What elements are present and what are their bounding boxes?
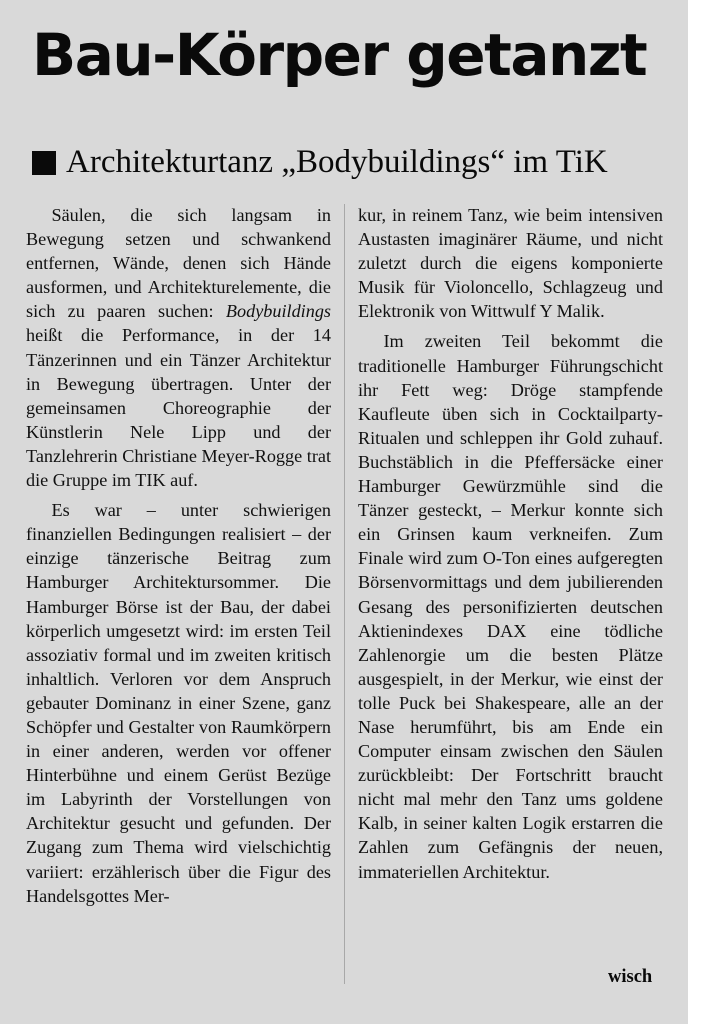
square-bullet-icon: [32, 151, 56, 175]
performance-title: Bodybuildings: [225, 301, 331, 322]
paragraph-4: Im zweiten Teil bekommt die traditionelle Hamburger Führungschicht ihr Fett weg: Dröge stampfende Kaufleute üben sich in Cocktailparty-Ritualen und schleppen ihr Gold zuhauf. Buchstäblich in die Pfeffersäcke einer Hamburger Gewürzmühle sind die Tänzer gesteckt, – Merkur konnte sich ein Grinsen kaum verkneifen. Zum Finale wird zum O-Ton eines aufgeregten Börsenvormittags und dem jubilierenden Gesang des personifizierten deutschen Aktienindexes DAX eine tödliche Zahlenorgie um die besten Plätze ausgespielt, in der Merkur, wie einst der tolle Puck bei Shakespeare, alle an der Nase herumführt, bis am Ende ein Computer einsam zwischen den Säulen zurückbleibt: Der Fortschritt braucht nicht mal mehr den Tanz ums goldene Kalb, in seiner kalten Logik erstarren die Zahlen zum Gefängnis der neuen, immateriellen Architektur.: [358, 331, 663, 882]
article-column-left: [26, 203, 331, 908]
column-divider: [344, 204, 345, 984]
headline: Bau-Körper getanzt: [32, 21, 647, 89]
paragraph-2: Es war – unter schwierigen finanziellen Bedingungen realisiert – der einzige tänzerische Beitrag zum Hamburger Architektursommer. Die Hamburger Börse ist der Bau, der dabei körperlich umgesetzt wird: im ersten Teil assoziativ formal und im zweiten kritisch inhaltlich. Verloren vor dem Anspruch gebauter Dominanz in einer Szene, ganz Schöpfer und Gestalter von Raumkörpern in einer anderen, werden vor offener Hinterbühne und einem Gerüst Bezüge im Labyrinth der Vorstellungen von Architektur gesucht und gefunden. Der Zugang zum Thema wird vielschichtig variiert: erzählerisch über die Figur des Handelsgottes Mer-: [26, 500, 331, 906]
subheadline: [32, 140, 608, 184]
paragraph-1: [26, 203, 331, 492]
paragraph-1-lead: Säulen, die sich langsam in Bewegung setzen und schwankend entfernen, Wände, denen sich Hände ausformen, und Architekturelemente, die sich zu paaren suchen:: [26, 205, 331, 322]
author-signature: wisch: [608, 967, 653, 987]
paragraph-3: kur, in reinem Tanz, wie beim intensiven Austasten imaginärer Räume, und nicht zuletzt durch die eigens komponierte Musik für Violoncello, Schlagzeug und Elektronik von Wittwulf Y Malik.: [358, 205, 663, 322]
subheadline-text: Architekturtanz „Bodybuildings“ im TiK: [66, 144, 608, 180]
paragraph-1-rest: heißt die Performance, in der 14 Tänzerinnen und ein Tänzer Architektur in Bewegung übertragen. Unter der gemeinsamen Choreographie der Künstlerin Nele Lipp und der Tanzlehrerin Christiane Meyer-Rogge trat die Gruppe im TIK auf.: [26, 325, 331, 491]
article-column-right: [358, 203, 663, 884]
